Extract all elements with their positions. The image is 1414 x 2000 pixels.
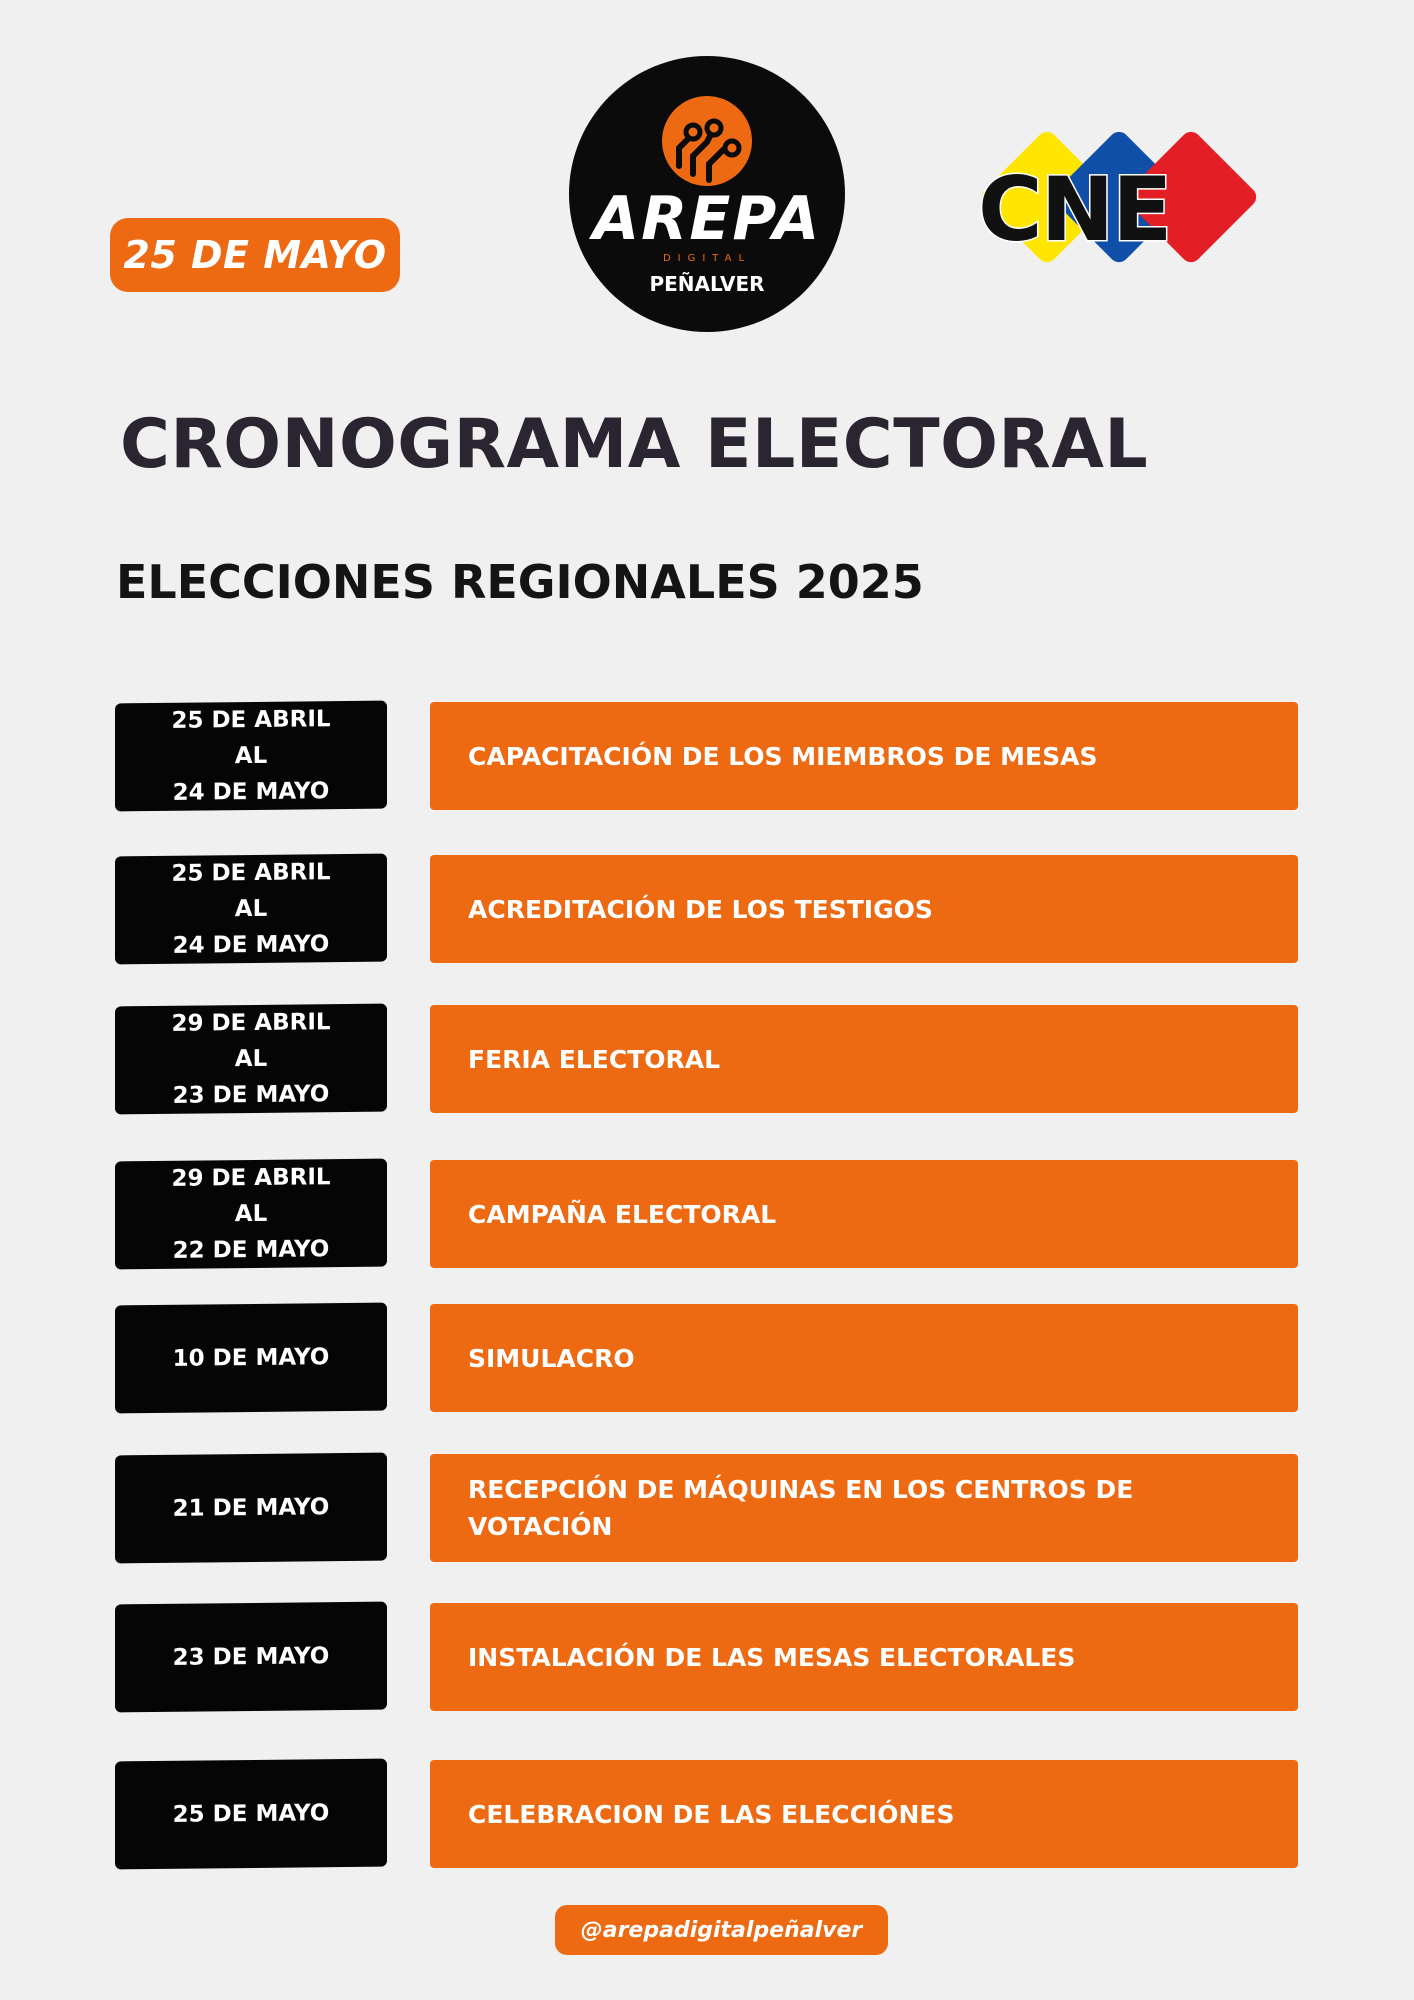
event-label: SIMULACRO bbox=[468, 1343, 635, 1373]
event-bar bbox=[430, 1454, 1298, 1562]
event-label: RECEPCIÓN DE MÁQUINAS EN LOS CENTROS DE VOTACIÓN bbox=[468, 1475, 1134, 1541]
event-bar bbox=[430, 1603, 1298, 1711]
date-line: 29 DE ABRIL bbox=[171, 1164, 331, 1192]
date-line: 24 DE MAYO bbox=[172, 778, 330, 806]
event-label: INSTALACIÓN DE LAS MESAS ELECTORALES bbox=[468, 1642, 1076, 1672]
event-label: CELEBRACION DE LAS ELECCIÓNES bbox=[468, 1799, 955, 1829]
event-bar bbox=[430, 702, 1298, 810]
date-line: 25 DE ABRIL bbox=[171, 859, 331, 887]
date-range-box bbox=[115, 1004, 387, 1115]
event-label: FERIA ELECTORAL bbox=[468, 1044, 721, 1074]
date-box bbox=[115, 1453, 387, 1564]
date-line: 23 DE MAYO bbox=[172, 1081, 330, 1109]
event-bar bbox=[430, 1005, 1298, 1113]
date-line: 23 DE MAYO bbox=[172, 1643, 330, 1671]
schedule-row bbox=[0, 1304, 1414, 1414]
date-line: 25 DE ABRIL bbox=[171, 706, 331, 734]
event-label: ACREDITACIÓN DE LOS TESTIGOS bbox=[468, 894, 933, 924]
date-range-box bbox=[115, 1159, 387, 1270]
date-line: 22 DE MAYO bbox=[172, 1236, 330, 1264]
cne-logo-text: CNE bbox=[978, 158, 1171, 261]
logo-name: AREPA bbox=[592, 184, 822, 254]
logo-location: PEÑALVER bbox=[649, 272, 765, 296]
date-line: 21 DE MAYO bbox=[172, 1494, 330, 1522]
schedule-row bbox=[0, 1160, 1414, 1270]
date-line: 24 DE MAYO bbox=[172, 931, 330, 959]
event-bar bbox=[430, 1304, 1298, 1412]
event-bar bbox=[430, 1160, 1298, 1268]
event-label: CAMPAÑA ELECTORAL bbox=[468, 1199, 777, 1229]
date-badge: 25 DE MAYO bbox=[110, 218, 400, 292]
event-label: CAPACITACIÓN DE LOS MIEMBROS DE MESAS bbox=[468, 741, 1098, 771]
date-box bbox=[115, 1303, 387, 1414]
page-subtitle: ELECCIONES REGIONALES 2025 bbox=[116, 555, 924, 609]
social-handle: @arepadigitalpeñalver bbox=[555, 1905, 888, 1955]
date-range-box bbox=[115, 701, 387, 812]
date-line: 25 DE MAYO bbox=[172, 1800, 330, 1828]
schedule-row bbox=[0, 1454, 1414, 1564]
date-line: AL bbox=[234, 895, 268, 923]
page-title: CRONOGRAMA ELECTORAL bbox=[120, 405, 1149, 484]
schedule-row bbox=[0, 855, 1414, 965]
schedule-row bbox=[0, 1005, 1414, 1115]
date-box bbox=[115, 1602, 387, 1713]
date-line: AL bbox=[234, 742, 268, 770]
event-bar bbox=[430, 855, 1298, 963]
schedule-row bbox=[0, 1603, 1414, 1713]
date-box bbox=[115, 1759, 387, 1870]
date-range-box bbox=[115, 854, 387, 965]
logo-subtitle: DIGITAL bbox=[662, 253, 752, 264]
date-line: 29 DE ABRIL bbox=[171, 1009, 331, 1037]
event-bar bbox=[430, 1760, 1298, 1868]
date-line: AL bbox=[234, 1045, 268, 1073]
schedule-row bbox=[0, 702, 1414, 812]
schedule-row bbox=[0, 1760, 1414, 1870]
date-line: 10 DE MAYO bbox=[172, 1344, 330, 1372]
cne-logo bbox=[960, 120, 1280, 300]
date-line: AL bbox=[234, 1200, 268, 1228]
arepa-digital-logo bbox=[569, 56, 845, 332]
